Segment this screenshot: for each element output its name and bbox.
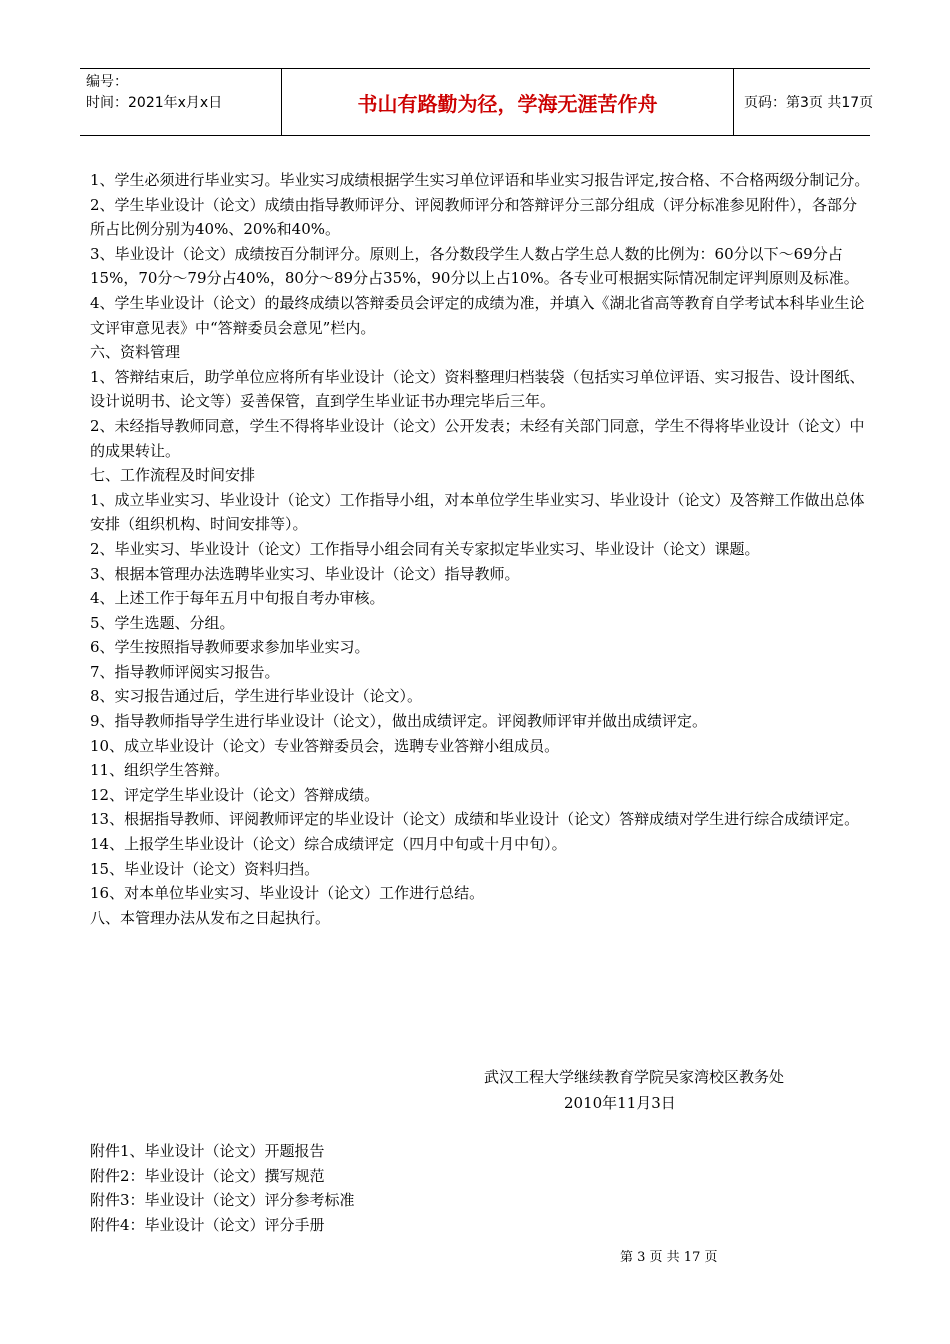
document-body xyxy=(90,168,870,930)
header-motto: 书山有路勤为径，学海无涯苦作舟 xyxy=(282,69,734,135)
header-page-info: 页码：第3页 共17页 xyxy=(744,95,874,111)
paragraph: 6、学生按照指导教师要求参加毕业实习。 xyxy=(90,638,370,657)
paragraph: 4、学生毕业设计（论文）的最终成绩以答辩委员会评定的成绩为准，并填入《湖北省高等教育自学考试本科毕业生论文评审意见表》中“答辩委员会意见”栏内。 xyxy=(90,293,865,337)
paragraph: 5、学生选题、分组。 xyxy=(90,613,235,632)
number-label: 编号： xyxy=(86,74,128,90)
paragraph: 10、成立毕业设计（论文）专业答辩委员会，选聘专业答辩小组成员。 xyxy=(90,736,560,755)
paragraph: 14、上报学生毕业设计（论文）综合成绩评定（四月中旬或十月中旬）。 xyxy=(90,835,567,854)
paragraph: 15、毕业设计（论文）资料归挡。 xyxy=(90,859,320,878)
page-header xyxy=(80,68,874,136)
signature-block xyxy=(484,1064,784,1116)
header-meta xyxy=(80,69,282,135)
paragraph: 7、指导教师评阅实习报告。 xyxy=(90,662,280,681)
paragraph: 3、毕业设计（论文）成绩按百分制评分。原则上，各分数段学生人数占学生总人数的比例为：60分以下～69分占15%，70分～79分占40%，80分～89分占35%，90分以上占10%。各专业可根据实际情况制定评判原则及标准。 xyxy=(90,244,859,288)
attachments-list xyxy=(90,1139,355,1237)
paragraph: 9、指导教师指导学生进行毕业设计（论文），做出成绩评定。评阅教师评审并做出成绩评定。 xyxy=(90,712,708,731)
paragraph: 2、毕业实习、毕业设计（论文）工作指导小组会同有关专家拟定毕业实习、毕业设计（论文）课题。 xyxy=(90,539,760,558)
paragraph: 4、上述工作于每年五月中旬报自考办审核。 xyxy=(90,589,385,608)
paragraph: 11、组织学生答辩。 xyxy=(90,761,230,780)
signature-org: 武汉工程大学继续教育学院吴家湾校区教务处 xyxy=(484,1068,785,1086)
paragraph: 2、未经指导教师同意，学生不得将毕业设计（论文）公开发表；未经有关部门同意，学生不得将毕业设计（论文）中的成果转让。 xyxy=(90,416,865,460)
page-footer: 第 3 页 共 17 页 xyxy=(620,1250,718,1265)
paragraph: 1、学生必须进行毕业实习。毕业实习成绩根据学生实习单位评语和毕业实习报告评定,按合格、不合格两级分制记分。 xyxy=(90,171,870,189)
attachment-item: 附件3：毕业设计（论文）评分参考标准 xyxy=(90,1191,355,1210)
paragraph: 1、成立毕业实习、毕业设计（论文）工作指导小组，对本单位学生毕业实习、毕业设计（论文）及答辩工作做出总体安排（组织机构、时间安排等）。 xyxy=(90,490,865,534)
paragraph: 2、学生毕业设计（论文）成绩由指导教师评分、评阅教师评分和答辩评分三部分组成（评分标准参见附件），各部分所占比例分别为40%、20%和40%。 xyxy=(90,195,858,239)
time-label: 时间：2021年x月x日 xyxy=(86,95,223,111)
paragraph: 8、实习报告通过后，学生进行毕业设计（论文）。 xyxy=(90,687,423,706)
paragraph: 1、答辩结束后，助学单位应将所有毕业设计（论文）资料整理归档装袋（包括实习单位评语、实习报告、设计图纸、设计说明书、论文等）妥善保管，直到学生毕业证书办理完毕后三年。 xyxy=(90,367,865,411)
paragraph: 13、根据指导教师、评阅教师评定的毕业设计（论文）成绩和毕业设计（论文）答辩成绩对学生进行综合成绩评定。 xyxy=(90,810,860,829)
attachment-item: 附件1、毕业设计（论文）开题报告 xyxy=(90,1142,325,1160)
attachment-item: 附件2：毕业设计（论文）撰写规范 xyxy=(90,1166,325,1185)
paragraph: 16、对本单位毕业实习、毕业设计（论文）工作进行总结。 xyxy=(90,884,485,903)
paragraph: 3、根据本管理办法选聘毕业实习、毕业设计（论文）指导教师。 xyxy=(90,564,520,583)
attachment-item: 附件4：毕业设计（论文）评分手册 xyxy=(90,1215,325,1234)
section-heading: 八、本管理办法从发布之日起执行。 xyxy=(90,908,331,927)
section-heading: 七、工作流程及时间安排 xyxy=(90,466,256,485)
signature-date: 2010年11月3日 xyxy=(564,1094,676,1112)
paragraph: 12、评定学生毕业设计（论文）答辩成绩。 xyxy=(90,785,380,804)
section-heading: 六、资料管理 xyxy=(90,343,181,362)
